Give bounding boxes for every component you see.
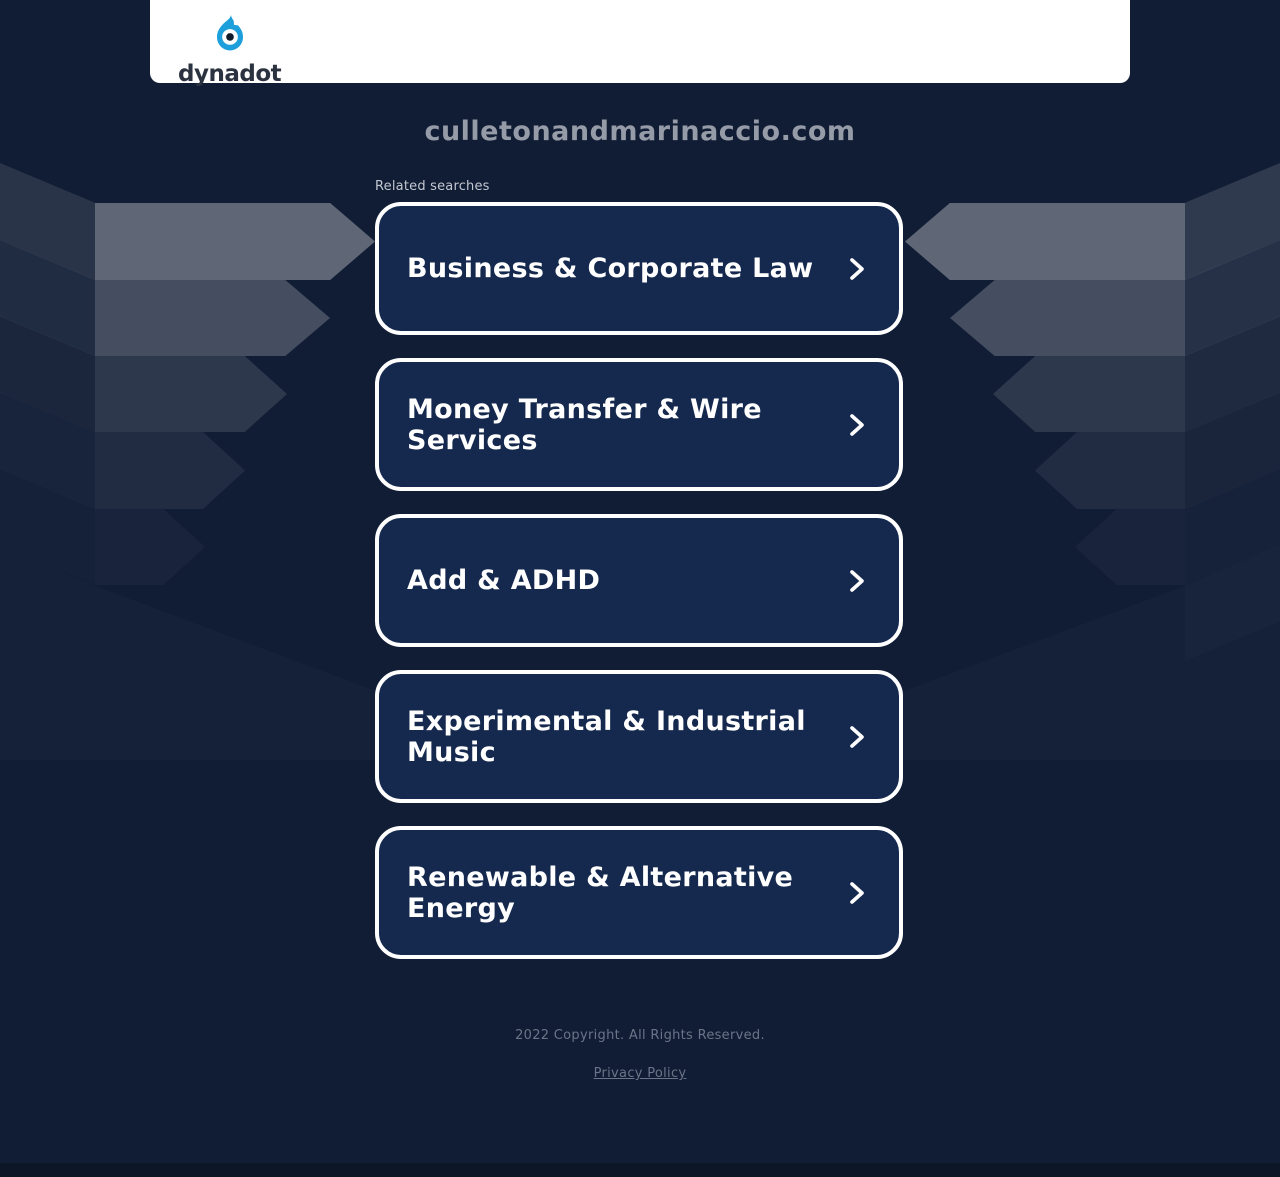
- background-fold-left-4: [0, 392, 95, 509]
- related-search-link-label: Add & ADHD: [407, 565, 601, 596]
- related-search-link-label: Money Transfer & Wire Services: [407, 393, 762, 456]
- background-chevron-right-4: [1035, 432, 1185, 509]
- background-chevron-right-2: [950, 280, 1185, 356]
- related-search-link[interactable]: [375, 826, 903, 959]
- related-search-link[interactable]: [375, 514, 903, 647]
- related-searches-label: Related searches: [375, 179, 490, 194]
- background-fold-left-1: [0, 163, 95, 280]
- related-search-link[interactable]: [375, 670, 903, 803]
- background-chevron-left-1: [95, 203, 375, 280]
- related-searches-section: [375, 179, 903, 982]
- background-chevron-right-5: [1075, 509, 1185, 585]
- bottom-bar: [0, 1163, 1280, 1177]
- chevron-right-icon: [843, 880, 869, 906]
- background-chevron-left-2: [95, 280, 330, 356]
- dynadot-flame-icon: [212, 14, 248, 62]
- related-search-link-label: Business & Corporate Law: [407, 253, 814, 284]
- background-chevron-left-4: [95, 432, 245, 509]
- copyright-text: 2022 Copyright. All Rights Reserved.: [515, 1028, 765, 1043]
- background-chevron-right-3: [993, 356, 1185, 432]
- dynadot-logo-text: dynadot: [178, 61, 282, 87]
- background-fold-right-3: [1185, 316, 1280, 432]
- related-search-link[interactable]: [375, 358, 903, 491]
- header-bar: [150, 0, 1130, 87]
- background-fold-left-3: [0, 316, 95, 432]
- background-fold-left-5: [0, 469, 95, 585]
- domain-title: culletonandmarinaccio.com: [424, 116, 856, 147]
- related-search-link-label: Experimental & Industrial Music: [407, 705, 806, 768]
- chevron-right-icon: [843, 568, 869, 594]
- background-fold-right-4: [1185, 392, 1280, 509]
- privacy-policy-row: [0, 1062, 1280, 1081]
- chevron-right-icon: [843, 724, 869, 750]
- background-fold-right-2: [1185, 240, 1280, 356]
- background-chevron-left-3: [95, 356, 287, 432]
- background-fold-right-6: [1185, 545, 1280, 661]
- background-chevron-left-5: [95, 509, 205, 585]
- related-links-list: [375, 202, 903, 959]
- background-chevron-right-1: [905, 203, 1185, 280]
- chevron-right-icon: [843, 256, 869, 282]
- background-fold-right-5: [1185, 469, 1280, 585]
- chevron-right-icon: [843, 412, 869, 438]
- related-search-link[interactable]: [375, 202, 903, 335]
- related-search-link-label: Renewable & Alternative Energy: [407, 861, 794, 924]
- dynadot-logo[interactable]: [178, 14, 281, 86]
- background-fold-right-1: [1185, 163, 1280, 280]
- privacy-policy-link[interactable]: Privacy Policy: [593, 1066, 687, 1081]
- background-fold-left-2: [0, 240, 95, 356]
